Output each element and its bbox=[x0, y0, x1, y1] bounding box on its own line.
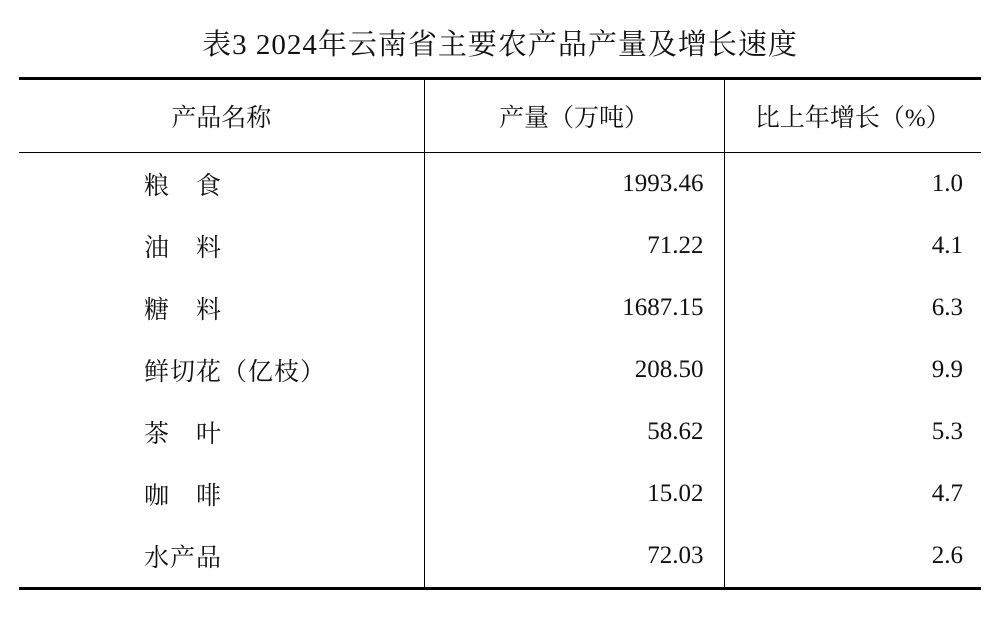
table-row bbox=[19, 339, 981, 401]
column-header-product-name: 产品名称 bbox=[19, 79, 424, 153]
cell-output: 71.22 bbox=[424, 215, 724, 277]
cell-growth: 2.6 bbox=[724, 525, 981, 589]
column-header-output: 产量（万吨） bbox=[424, 79, 724, 153]
cell-product-name: 咖 啡 bbox=[144, 483, 223, 510]
cell-growth: 9.9 bbox=[724, 339, 981, 401]
cell-output: 1993.46 bbox=[424, 153, 724, 216]
table-row bbox=[19, 463, 981, 525]
table-title: 表3 2024年云南省主要农产品产量及增长速度 bbox=[202, 29, 798, 61]
table-header bbox=[19, 79, 981, 153]
cell-product-name: 油 料 bbox=[144, 235, 223, 262]
cell-growth: 1.0 bbox=[724, 153, 981, 216]
column-header-growth: 比上年增长（%） bbox=[724, 79, 981, 153]
table-body bbox=[19, 153, 981, 589]
cell-growth: 6.3 bbox=[724, 277, 981, 339]
header-row bbox=[19, 79, 981, 153]
cell-product-name: 粮 食 bbox=[144, 173, 223, 200]
cell-product-name: 茶 叶 bbox=[144, 421, 223, 448]
table-row bbox=[19, 277, 981, 339]
cell-growth: 4.1 bbox=[724, 215, 981, 277]
cell-output: 58.62 bbox=[424, 401, 724, 463]
cell-product-name: 糖 料 bbox=[144, 297, 223, 324]
cell-product-name: 水产品 bbox=[19, 525, 424, 589]
table-row bbox=[19, 401, 981, 463]
table-row bbox=[19, 153, 981, 216]
cell-growth: 4.7 bbox=[724, 463, 981, 525]
cell-product-name: 鲜切花（亿枝） bbox=[144, 359, 327, 386]
cell-output: 72.03 bbox=[424, 525, 724, 589]
cell-output: 1687.15 bbox=[424, 277, 724, 339]
agricultural-output-table bbox=[19, 77, 981, 590]
table-row bbox=[19, 215, 981, 277]
cell-output: 15.02 bbox=[424, 463, 724, 525]
cell-output: 208.50 bbox=[424, 339, 724, 401]
cell-growth: 5.3 bbox=[724, 401, 981, 463]
table-row bbox=[19, 525, 981, 589]
